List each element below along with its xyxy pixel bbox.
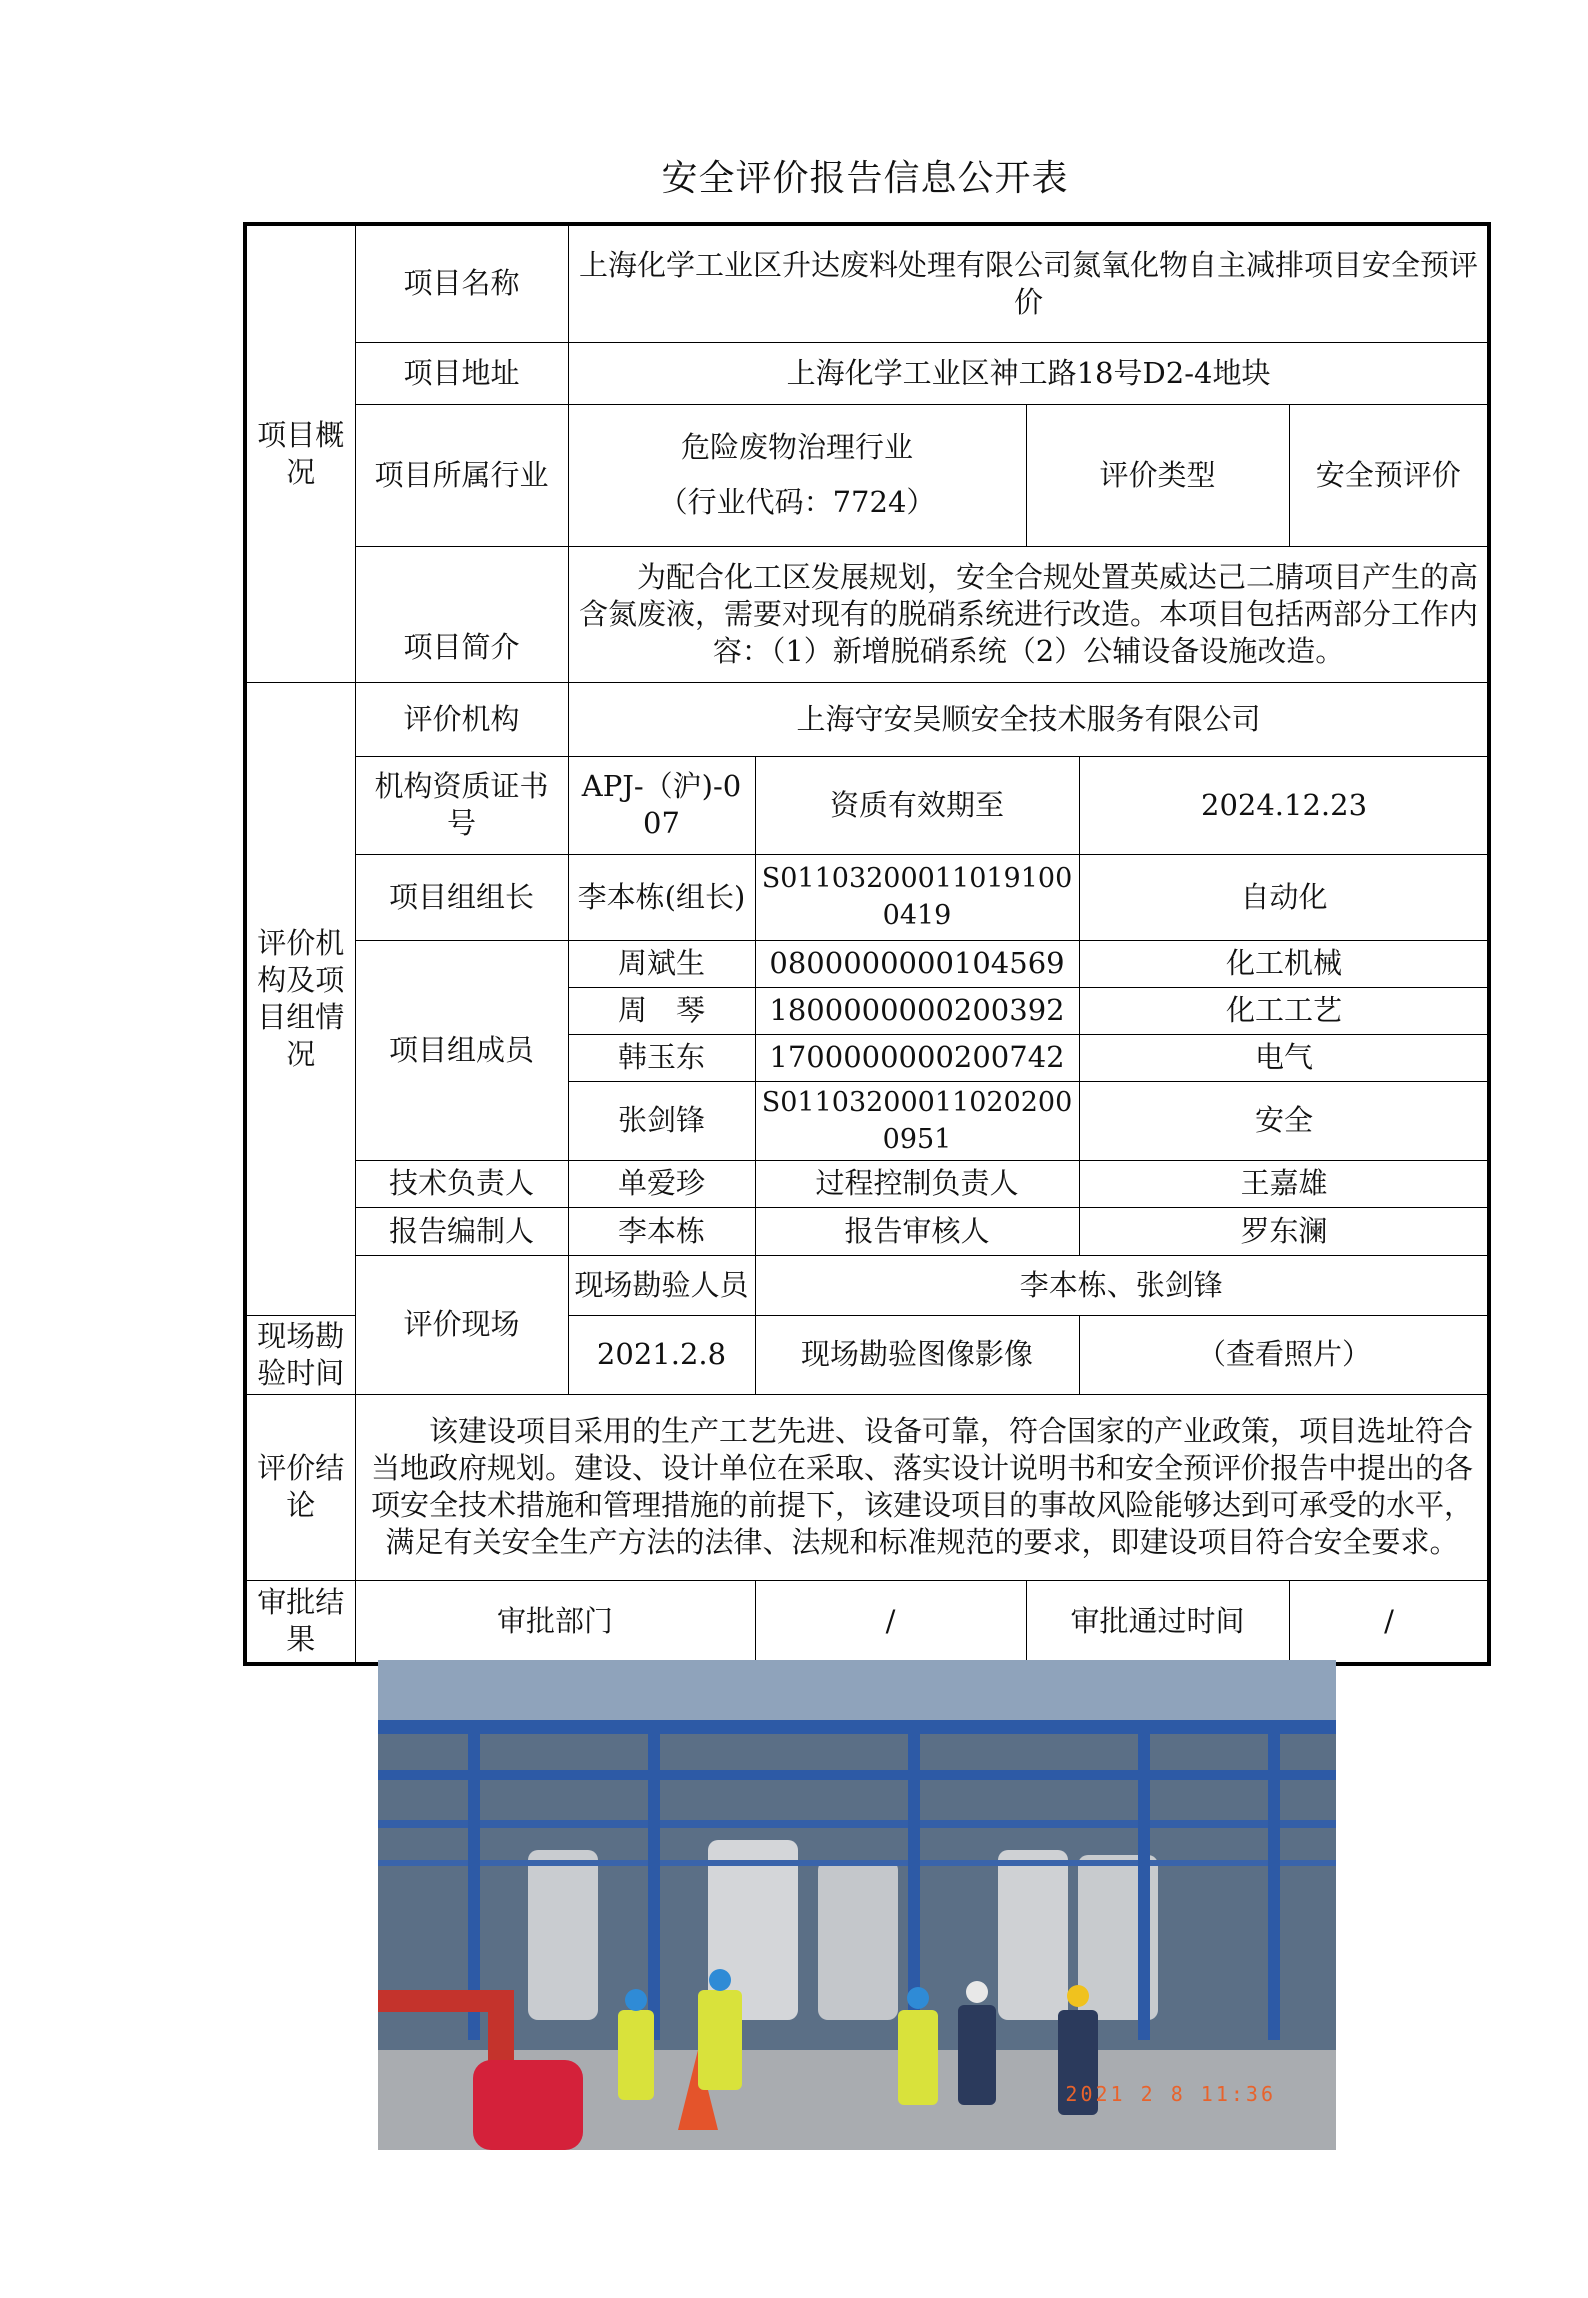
approval-dept-value: / [755,1580,1026,1664]
site-staff-value: 李本栋、张剑锋 [755,1255,1489,1315]
section-agency: 评价机构及项目组情况 [245,682,355,1315]
info-table [243,222,1491,1666]
leader-major: 自动化 [1079,854,1489,940]
site-photo-image [378,1660,1336,2150]
reviewer-value: 罗东澜 [1079,1207,1489,1255]
org-value: 上海守安吴顺安全技术服务有限公司 [568,682,1489,756]
tech-lead-value: 单爱珍 [568,1160,755,1207]
valid-value: 2024.12.23 [1079,756,1489,854]
project-name-label: 项目名称 [355,224,568,342]
section-approval: 审批结果 [245,1580,355,1664]
site-image-label: 现场勘验图像影像 [755,1315,1079,1394]
conclusion-text: 该建设项目采用的生产工艺先进、设备可靠，符合国家的产业政策，项目选址符合当地政府规划。建设、设计单位在采取、落实设计说明书和安全预评价报告中提出的各项安全技术措施和管理措施的前提下，该建设项目的事故风险能够达到可承受的水平，满足有关安全生产方法的法律、法规和标准规范的要求，即建设项目符合安全要求。 [355,1394,1489,1580]
intro-value: 为配合化工区发展规划，安全合规处置英威达己二腈项目产生的高含氮废液，需要对现有的脱硝系统进行改造。本项目包括两部分工作内容：（1）新增脱硝系统（2）公辅设备设施改造。 [568,546,1489,682]
member-major: 电气 [1079,1034,1489,1081]
section-project-overview: 项目概况 [245,224,355,682]
member-name: 周斌生 [568,940,755,987]
process-lead-label: 过程控制负责人 [755,1160,1079,1207]
member-name: 韩玉东 [568,1034,755,1081]
site-photo [378,1660,1336,2150]
leader-name: 李本栋(组长) [568,854,755,940]
section-site: 评价现场 [355,1255,568,1394]
leader-id: S011032000110191000419 [755,854,1079,940]
industry-label: 项目所属行业 [355,404,568,546]
approval-time-value: / [1289,1580,1489,1664]
cert-value: APJ-（沪)-007 [568,756,755,854]
project-address-value: 上海化学工业区神工路18号D2-4地块 [568,342,1489,404]
site-staff-label: 现场勘验人员 [568,1255,755,1315]
reviewer-label: 报告审核人 [755,1207,1079,1255]
project-address-label: 项目地址 [355,342,568,404]
member-major: 化工工艺 [1079,987,1489,1034]
leader-label: 项目组组长 [355,854,568,940]
member-name: 周 琴 [568,987,755,1034]
member-id: S011032000110202000951 [755,1081,1079,1160]
members-label: 项目组成员 [355,940,568,1160]
industry-value [568,404,1026,546]
member-major: 安全 [1079,1081,1489,1160]
project-name-value: 上海化学工业区升达废料处理有限公司氮氧化物自主减排项目安全预评价 [568,224,1489,342]
site-time-value: 2021.2.8 [568,1315,755,1394]
site-image-link[interactable]: （查看照片） [1079,1315,1489,1394]
page-title: 安全评价报告信息公开表 [661,158,1069,199]
industry-code: （行业代码：7724） [658,485,936,519]
approval-time-label: 审批通过时间 [1026,1580,1289,1664]
site-time-label: 现场勘验时间 [245,1315,355,1394]
valid-label: 资质有效期至 [755,756,1079,854]
eval-type-label: 评价类型 [1026,404,1289,546]
member-id: 1700000000200742 [755,1034,1079,1081]
process-lead-value: 王嘉雄 [1079,1160,1489,1207]
org-label: 评价机构 [355,682,568,756]
member-id: 0800000000104569 [755,940,1079,987]
cert-label: 机构资质证书号 [355,756,568,854]
photo-timestamp: 2021 2 8 11:36 [1065,2082,1276,2106]
industry-name: 危险废物治理行业 [680,430,913,464]
section-conclusion: 评价结论 [245,1394,355,1580]
member-id: 1800000000200392 [755,987,1079,1034]
member-name: 张剑锋 [568,1081,755,1160]
approval-dept-label: 审批部门 [355,1580,755,1664]
member-major: 化工机械 [1079,940,1489,987]
tech-lead-label: 技术负责人 [355,1160,568,1207]
author-value: 李本栋 [568,1207,755,1255]
intro-label: 项目简介 [355,546,568,682]
author-label: 报告编制人 [355,1207,568,1255]
eval-type-value: 安全预评价 [1289,404,1489,546]
